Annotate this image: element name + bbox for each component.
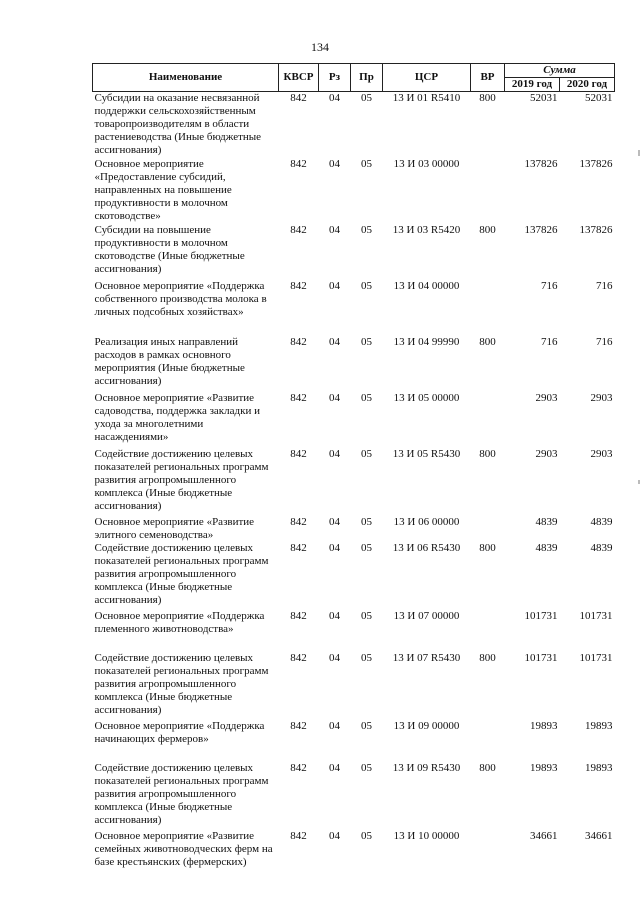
cell-kvsr: 842 <box>290 391 307 404</box>
cell-y2019: 716 <box>541 335 558 348</box>
cell-kvsr: 842 <box>290 651 307 664</box>
cell-name: Основное мероприятие «Развитие садоводства, поддержка закладки и ухода за многолетними насаждениями» <box>94 391 260 443</box>
cell-name: Основное мероприятие «Развитие элитного семеноводства» <box>94 515 255 541</box>
cell-csr: 13 И 03 00000 <box>393 157 460 170</box>
cell-y2020: 2903 <box>590 391 613 404</box>
cell-y2020: 101731 <box>579 651 613 664</box>
cell-rz: 04 <box>329 829 340 842</box>
header-pr: Пр <box>351 64 383 92</box>
table-row <box>93 336 615 392</box>
cell-vr: 800 <box>479 447 496 460</box>
budget-table <box>92 63 615 882</box>
cell-name: Основное мероприятие «Предоставление субсидий, направленных на повышение продуктивности в молочном скотоводстве» <box>94 157 232 222</box>
cell-y2019: 137826 <box>524 223 558 236</box>
header-2019: 2019 год <box>505 78 560 92</box>
cell-vr <box>471 158 505 224</box>
cell-rz: 04 <box>329 541 340 554</box>
table-row <box>93 280 615 336</box>
cell-rz: 04 <box>329 223 340 236</box>
cell-csr: 13 И 04 99990 <box>393 335 460 348</box>
cell-kvsr: 842 <box>290 157 307 170</box>
cell-rz: 04 <box>329 157 340 170</box>
cell-pr: 05 <box>361 391 372 404</box>
cell-y2019: 4839 <box>535 541 558 554</box>
cell-vr: 800 <box>479 651 496 664</box>
cell-csr: 13 И 09 R5430 <box>392 761 461 774</box>
cell-y2019: 101731 <box>524 609 558 622</box>
cell-vr <box>471 392 505 448</box>
cell-rz: 04 <box>329 609 340 622</box>
table-row <box>93 610 615 652</box>
cell-kvsr: 842 <box>290 279 307 292</box>
cell-y2020: 4839 <box>590 515 613 528</box>
cell-kvsr: 842 <box>290 92 307 104</box>
cell-pr: 05 <box>361 92 372 104</box>
cell-y2019: 2903 <box>535 391 558 404</box>
cell-y2020: 137826 <box>579 157 613 170</box>
cell-csr: 13 И 04 00000 <box>393 279 460 292</box>
cell-pr: 05 <box>361 609 372 622</box>
cell-y2019: 19893 <box>530 761 558 774</box>
cell-y2020: 19893 <box>585 761 613 774</box>
cell-csr: 13 И 10 00000 <box>393 829 460 842</box>
table-row <box>93 224 615 280</box>
cell-name: Основное мероприятие «Поддержка племенного животноводства» <box>94 609 265 635</box>
header-csr: ЦСР <box>383 64 471 92</box>
cell-rz: 04 <box>329 515 340 528</box>
cell-pr: 05 <box>361 515 372 528</box>
cell-pr: 05 <box>361 157 372 170</box>
cell-csr: 13 И 07 R5430 <box>392 651 461 664</box>
cell-vr: 800 <box>479 541 496 554</box>
cell-y2020: 52031 <box>585 92 613 104</box>
cell-y2020: 137826 <box>579 223 613 236</box>
table-row <box>93 448 615 516</box>
cell-pr: 05 <box>361 541 372 554</box>
table-row <box>93 720 615 762</box>
cell-kvsr: 842 <box>290 609 307 622</box>
cell-name: Содействие достижению целевых показателей региональных программ развития агропромышленного комплекса (Иные бюджетные ассигнования) <box>94 541 269 606</box>
table-row <box>93 542 615 610</box>
table-row <box>93 392 615 448</box>
cell-pr: 05 <box>361 279 372 292</box>
table-row <box>93 652 615 720</box>
cell-name: Содействие достижению целевых показателей региональных программ развития агропромышленного комплекса (Иные бюджетные ассигнования) <box>94 447 269 512</box>
cell-vr <box>471 830 505 882</box>
cell-name: Реализация иных направлений расходов в рамках основного мероприятия (Иные бюджетные ассигнования) <box>94 335 245 387</box>
table-row <box>93 92 615 158</box>
cell-csr: 13 И 09 00000 <box>393 719 460 732</box>
cell-kvsr: 842 <box>290 829 307 842</box>
cell-vr <box>471 610 505 652</box>
cell-vr: 800 <box>479 335 496 348</box>
cell-pr: 05 <box>361 223 372 236</box>
cell-kvsr: 842 <box>290 541 307 554</box>
header-name: Наименование <box>93 64 279 92</box>
cell-y2019: 716 <box>541 279 558 292</box>
cell-rz: 04 <box>329 279 340 292</box>
cell-vr: 800 <box>479 223 496 236</box>
cell-rz: 04 <box>329 391 340 404</box>
cell-csr: 13 И 01 R5410 <box>392 92 461 104</box>
cell-vr: 800 <box>479 92 496 104</box>
cell-pr: 05 <box>361 651 372 664</box>
cell-rz: 04 <box>329 92 340 104</box>
cell-vr <box>471 516 505 542</box>
cell-csr: 13 И 05 00000 <box>393 391 460 404</box>
cell-csr: 13 И 07 00000 <box>393 609 460 622</box>
cell-pr: 05 <box>361 719 372 732</box>
header-sum: Сумма <box>505 64 615 78</box>
header-kvsr: КВСР <box>279 64 319 92</box>
table-row <box>93 830 615 882</box>
cell-y2020: 19893 <box>585 719 613 732</box>
cell-y2020: 101731 <box>579 609 613 622</box>
table-row <box>93 762 615 830</box>
cell-vr: 800 <box>479 761 496 774</box>
cell-csr: 13 И 03 R5420 <box>392 223 461 236</box>
cell-kvsr: 842 <box>290 515 307 528</box>
cell-name: Содействие достижению целевых показателей региональных программ развития агропромышленного комплекса (Иные бюджетные ассигнования) <box>94 761 269 826</box>
cell-y2020: 4839 <box>590 541 613 554</box>
cell-kvsr: 842 <box>290 447 307 460</box>
cell-y2020: 716 <box>596 335 613 348</box>
cell-name: Основное мероприятие «Поддержка собственного производства молока в личных подсобных хозяйствах» <box>94 279 267 318</box>
cell-vr <box>471 720 505 762</box>
cell-pr: 05 <box>361 829 372 842</box>
cell-rz: 04 <box>329 719 340 732</box>
cell-name: Содействие достижению целевых показателей региональных программ развития агропромышленного комплекса (Иные бюджетные ассигнования) <box>94 651 269 716</box>
cell-y2019: 34661 <box>530 829 558 842</box>
cell-name: Основное мероприятие «Поддержка начинающих фермеров» <box>94 719 265 745</box>
cell-csr: 13 И 06 00000 <box>393 515 460 528</box>
cell-kvsr: 842 <box>290 335 307 348</box>
cell-y2019: 101731 <box>524 651 558 664</box>
cell-name: Субсидии на оказание несвязанной поддержки сельскохозяйственным товаропроизводителям в области растениеводства (Иные бюджетные ассигнования) <box>94 92 262 156</box>
header-rz: Рз <box>319 64 351 92</box>
cell-y2019: 19893 <box>530 719 558 732</box>
cell-y2020: 2903 <box>590 447 613 460</box>
cell-csr: 13 И 06 R5430 <box>392 541 461 554</box>
cell-kvsr: 842 <box>290 761 307 774</box>
cell-rz: 04 <box>329 761 340 774</box>
header-2020: 2020 год <box>560 78 615 92</box>
header-vr: ВР <box>471 64 505 92</box>
page-number: 134 <box>311 40 329 54</box>
cell-kvsr: 842 <box>290 223 307 236</box>
table-row <box>93 158 615 224</box>
cell-vr <box>471 280 505 336</box>
cell-y2019: 137826 <box>524 157 558 170</box>
cell-pr: 05 <box>361 335 372 348</box>
cell-rz: 04 <box>329 335 340 348</box>
cell-rz: 04 <box>329 651 340 664</box>
cell-y2020: 34661 <box>585 829 613 842</box>
cell-pr: 05 <box>361 447 372 460</box>
cell-name: Субсидии на повышение продуктивности в молочном скотоводстве (Иные бюджетные ассигнования) <box>94 223 245 275</box>
cell-y2019: 2903 <box>535 447 558 460</box>
cell-name: Основное мероприятие «Развитие семейных животноводческих ферм на базе крестьянских (фермерских) <box>94 829 273 868</box>
cell-y2019: 52031 <box>530 92 558 104</box>
table-row <box>93 516 615 542</box>
cell-pr: 05 <box>361 761 372 774</box>
cell-csr: 13 И 05 R5430 <box>392 447 461 460</box>
table-body <box>93 92 615 882</box>
cell-y2019: 4839 <box>535 515 558 528</box>
cell-y2020: 716 <box>596 279 613 292</box>
cell-rz: 04 <box>329 447 340 460</box>
cell-kvsr: 842 <box>290 719 307 732</box>
